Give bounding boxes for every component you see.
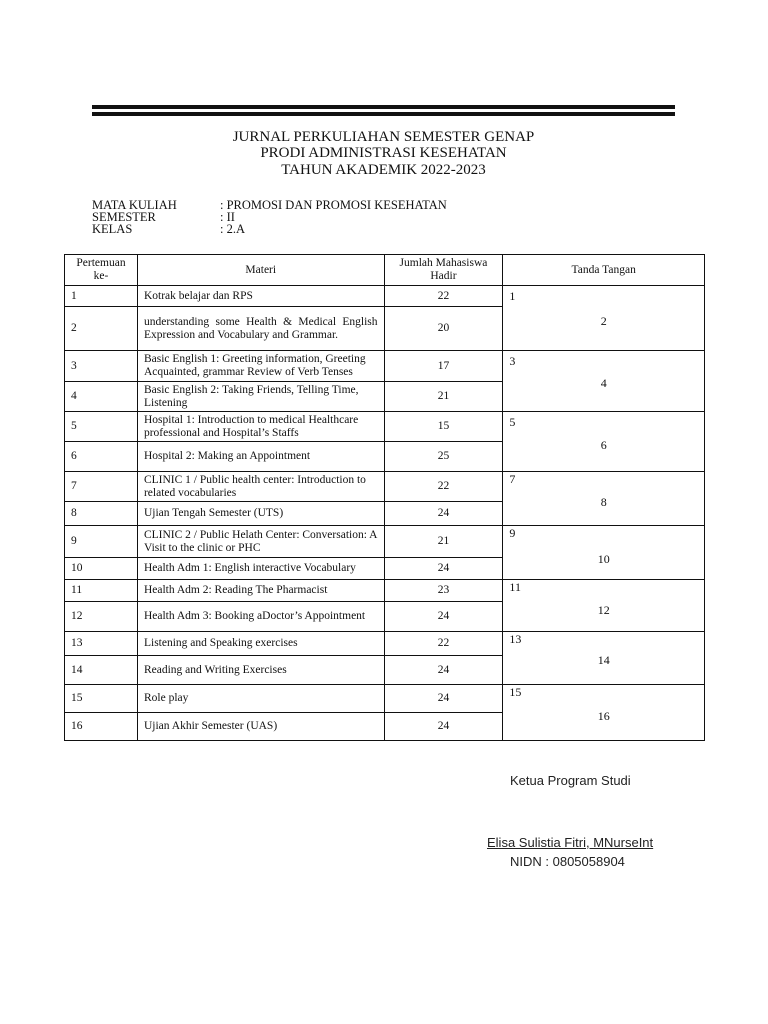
row-jumlah: 24: [384, 713, 503, 741]
signature-number-even: 8: [600, 495, 607, 509]
signature-cell: [503, 580, 705, 632]
row-jumlah: 22: [384, 632, 503, 656]
row-jumlah: 25: [384, 442, 503, 472]
row-jumlah: 24: [384, 558, 503, 580]
signature-number-odd: 1: [509, 289, 516, 303]
row-number: 14: [65, 656, 138, 685]
semester-value: : II: [220, 210, 235, 224]
signature-cell: [503, 351, 705, 412]
header-pertemuan: Pertemuan ke-: [65, 255, 138, 286]
title-line-3: TAHUN AKADEMIK 2022-2023: [281, 162, 486, 178]
row-number: 4: [65, 382, 138, 412]
signature-number-odd: 11: [509, 580, 521, 594]
signature-number-even: 12: [597, 603, 610, 617]
row-number: 8: [65, 502, 138, 526]
row-materi: Health Adm 2: Reading The Pharmacist: [137, 580, 384, 602]
row-number: 9: [65, 526, 138, 558]
mata-kuliah-label: MATA KULIAH: [92, 198, 177, 212]
header-materi: Materi: [137, 255, 384, 286]
row-number: 10: [65, 558, 138, 580]
header-jumlah: Jumlah Mahasiswa Hadir: [384, 255, 503, 286]
row-number: 13: [65, 632, 138, 656]
signature-number-even: 4: [600, 376, 607, 390]
row-materi: Basic English 1: Greeting information, Greeting Acquainted, grammar Review of Verb Tenses: [137, 351, 384, 382]
row-number: 16: [65, 713, 138, 741]
row-number: 15: [65, 685, 138, 713]
row-jumlah: 23: [384, 580, 503, 602]
row-number: 2: [65, 307, 138, 351]
signature-role: Ketua Program Studi: [510, 773, 631, 788]
signature-number-odd: 5: [509, 415, 516, 429]
signature-number-even: 2: [600, 314, 607, 328]
signature-cell: [503, 412, 705, 472]
row-materi: CLINIC 1 / Public health center: Introduction to related vocabularies: [137, 472, 384, 502]
signature-cell: [503, 632, 705, 685]
signature-nidn: NIDN : 0805058904: [510, 854, 625, 869]
title-line-1: JURNAL PERKULIAHAN SEMESTER GENAP: [232, 129, 535, 145]
table-row: [65, 632, 705, 656]
row-number: 12: [65, 602, 138, 632]
signature-number-even: 10: [597, 552, 610, 566]
table-row: [65, 351, 705, 382]
table-header-row: [65, 255, 705, 286]
row-number: 11: [65, 580, 138, 602]
signature-cell: [503, 286, 705, 351]
row-jumlah: 22: [384, 472, 503, 502]
row-jumlah: 20: [384, 307, 503, 351]
row-materi: Ujian Tengah Semester (UTS): [137, 502, 384, 526]
row-jumlah: 15: [384, 412, 503, 442]
row-jumlah: 24: [384, 502, 503, 526]
signature-cell: [503, 472, 705, 526]
row-number: 5: [65, 412, 138, 442]
row-materi: Listening and Speaking exercises: [137, 632, 384, 656]
row-jumlah: 24: [384, 685, 503, 713]
table-row: [65, 580, 705, 602]
row-materi: Ujian Akhir Semester (UAS): [137, 713, 384, 741]
row-jumlah: 21: [384, 382, 503, 412]
kelas-label: KELAS: [92, 222, 133, 236]
signature-cell: [503, 685, 705, 741]
title-line-2: PRODI ADMINISTRASI KESEHATAN: [260, 145, 507, 161]
signature-number-odd: 7: [509, 472, 516, 486]
signature-number-odd: 9: [509, 526, 516, 540]
kelas-value: : 2.A: [220, 222, 245, 236]
row-materi: Role play: [137, 685, 384, 713]
row-materi: Reading and Writing Exercises: [137, 656, 384, 685]
table-row: [65, 412, 705, 442]
row-number: 7: [65, 472, 138, 502]
row-materi: Kotrak belajar dan RPS: [137, 286, 384, 307]
row-jumlah: 24: [384, 602, 503, 632]
signature-number-even: 14: [597, 653, 610, 667]
signature-number-odd: 3: [509, 354, 516, 368]
table-row: [65, 685, 705, 713]
signature-number-odd: 15: [509, 685, 522, 699]
header-tanda-tangan: Tanda Tangan: [503, 255, 705, 286]
table-row: [65, 472, 705, 502]
signature-cell: [503, 526, 705, 580]
row-jumlah: 21: [384, 526, 503, 558]
row-materi: Basic English 2: Taking Friends, Telling Time, Listening: [137, 382, 384, 412]
signature-number-even: 16: [597, 709, 610, 723]
header-rule-bottom: [92, 112, 675, 116]
table-row: [65, 526, 705, 558]
row-jumlah: 24: [384, 656, 503, 685]
row-materi: Hospital 2: Making an Appointment: [137, 442, 384, 472]
row-materi: Health Adm 1: English interactive Vocabulary: [137, 558, 384, 580]
row-jumlah: 17: [384, 351, 503, 382]
row-materi: Health Adm 3: Booking aDoctor’s Appointment: [137, 602, 384, 632]
row-number: 6: [65, 442, 138, 472]
row-materi: understanding some Health & Medical English Expression and Vocabulary and Grammar.: [137, 307, 384, 351]
signature-number-odd: 13: [509, 632, 522, 646]
header-rule-top: [92, 105, 675, 109]
table-row: [65, 286, 705, 307]
signature-number-even: 6: [600, 438, 607, 452]
row-number: 1: [65, 286, 138, 307]
attendance-journal-table: [64, 254, 705, 741]
row-jumlah: 22: [384, 286, 503, 307]
mata-kuliah-value: : PROMOSI DAN PROMOSI KESEHATAN: [220, 198, 447, 212]
row-number: 3: [65, 351, 138, 382]
signature-name: Elisa Sulistia Fitri, MNurseInt: [487, 835, 654, 850]
semester-label: SEMESTER: [92, 210, 156, 224]
row-materi: CLINIC 2 / Public Helath Center: Conversation: A Visit to the clinic or PHC: [137, 526, 384, 558]
row-materi: Hospital 1: Introduction to medical Healthcare professional and Hospital’s Staffs: [137, 412, 384, 442]
